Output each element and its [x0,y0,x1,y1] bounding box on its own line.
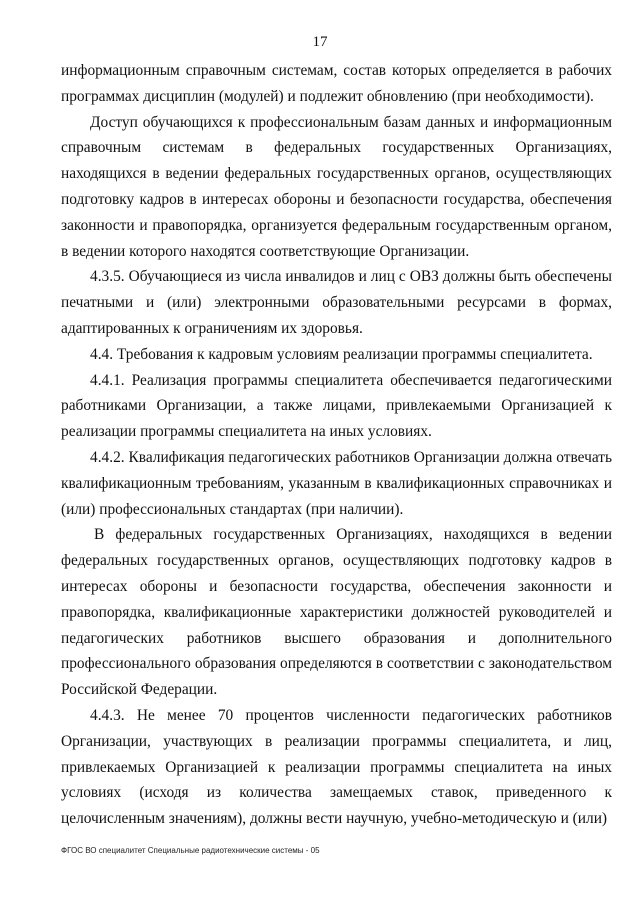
page-number: 17 [312,34,328,50]
paragraph-4-4: 4.4. Требования к кадровым условиям реализации программы специалитета. [90,345,593,363]
paragraph-continuation: информационным справочным системам, состав которых определяется в рабочих программах дисциплин (модулей) и подлежит обновлению (при необходимости). [61,62,612,105]
document-body [61,58,612,832]
paragraph-access: Доступ обучающихся к профессиональным базам данных и информационным справочным системам в федеральных государственных Организациях, находящихся в ведении федеральных государственных органов, осуществляющих подготовку кадров в интересах обороны и безопасности государства, обеспечения законности и правопорядка, организуется федеральным государственным органом, в ведении которого находятся соответствующие Организации. [61,113,612,260]
paragraph-4-4-2: 4.4.2. Квалификация педагогических работников Организации должна отвечать квалификационным требованиям, указанным в квалификационных справочниках и (или) профессиональных стандартах (при наличии). [61,448,612,518]
paragraph-federal: В федеральных государственных Организациях, находящихся в ведении федеральных государственных органов, осуществляющих подготовку кадров в интересах обороны и безопасности государства, обеспечения законности и правопорядка, квалификационные характеристики должностей руководителей и педагогических работников высшего образования и дополнительного профессионального образования определяются в соответствии с законодательством Российской Федерации. [61,526,612,699]
paragraph-4-4-3: 4.4.3. Не менее 70 процентов численности педагогических работников Организации, участвующих в реализации программы специалитета, и лиц, привлекаемых Организацией к реализации программы специалитета на иных условиях (исходя из количества замещаемых ставок, приведенного к целочисленным значениям), должны вести научную, учебно-методическую и (или) [61,706,612,828]
paragraph-4-3-5: 4.3.5. Обучающиеся из числа инвалидов и лиц с ОВЗ должны быть обеспечены печатными и (или) электронными образовательными ресурсами в формах, адаптированных к ограничениям их здоровья. [61,268,612,337]
page-footer: ФГОС ВО специалитет Специальные радиотехнические системы - 05 [61,846,320,855]
paragraph-4-4-1: 4.4.1. Реализация программы специалитета обеспечивается педагогическими работниками Организации, а также лицами, привлекаемыми Организацией к реализации программы специалитета на иных условиях. [61,371,612,441]
